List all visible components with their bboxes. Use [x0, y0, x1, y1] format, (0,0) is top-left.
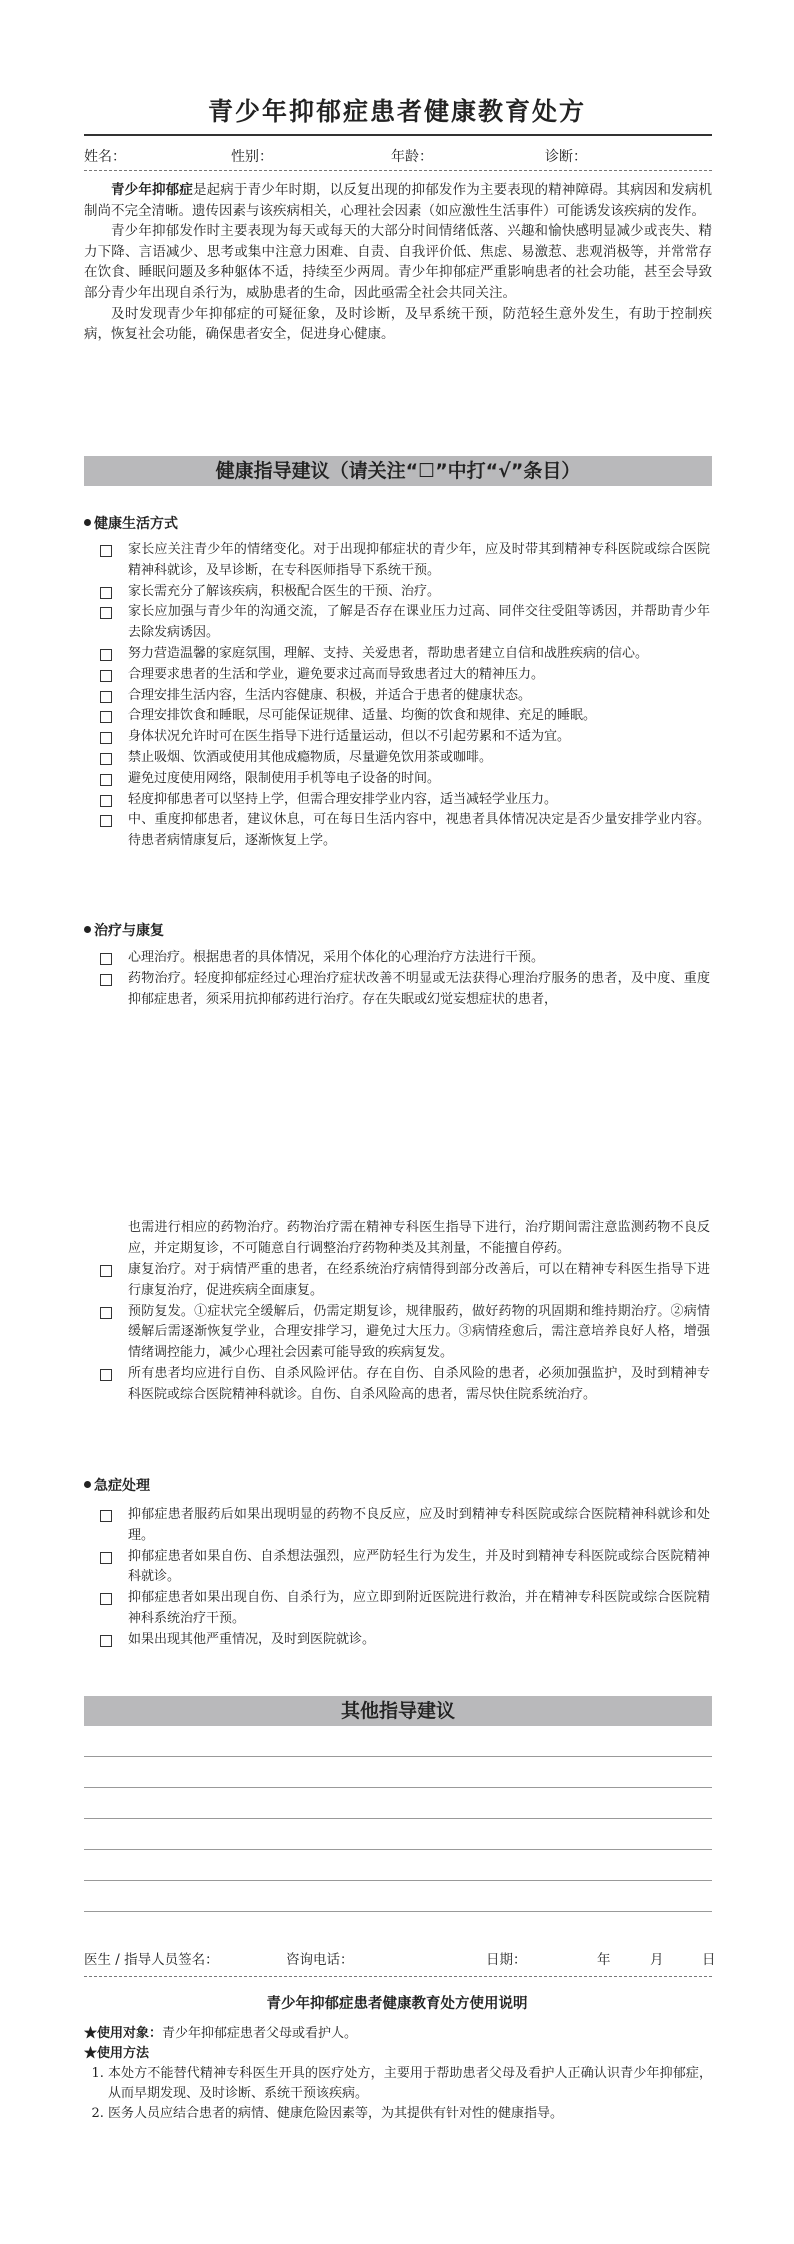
checkbox[interactable] [100, 795, 112, 807]
intro-paragraph: 青少年抑郁发作时主要表现为每天或每天的大部分时间情绪低落、兴趣和愉快感明显减少或丧失、精力下降、言语减少、思考或集中注意力困难、自责、自我评价低、焦虑、易激惹、悲观消极等，并常常存在饮食、睡眠问题及多种躯体不适，持续至少两周。青少年抑郁症严重影响患者的社会功能，甚至会导致部分青少年出现自杀行为，威胁患者的生命，因此亟需全社会共同关注。 [84, 223, 712, 301]
month-label: 月 [650, 1952, 664, 1968]
list-item[interactable]: 禁止吸烟、饮酒或使用其他成瘾物质，尽量避免饮用茶或咖啡。 [96, 748, 710, 769]
intro-p1: 是起病于青少年时期，以反复出现的抑郁发作为主要表现的精神障碍。其病因和发病机制尚不完全清晰。遗传因素与该疾病相关，心理社会因素（如应激性生活事件）可能诱发该疾病的发作。 [84, 182, 713, 219]
name-label: 姓名： [84, 149, 126, 165]
treatment-heading [84, 920, 164, 940]
checkbox[interactable] [100, 974, 112, 986]
checkbox[interactable] [100, 1593, 112, 1605]
checkbox[interactable] [100, 815, 112, 827]
checkbox[interactable] [100, 1635, 112, 1647]
list-item[interactable]: 药物治疗。轻度抑郁症经过心理治疗症状改善不明显或无法获得心理治疗服务的患者，及中度、重度抑郁症患者，须采用抗抑郁药进行治疗。存在失眠或幻觉妄想症状的患者， [96, 969, 710, 1011]
diagnosis-label: 诊断： [545, 149, 587, 165]
lifestyle-list [96, 540, 710, 852]
intro-paragraph [84, 180, 712, 221]
page-title: 青少年抑郁症患者健康教育处方 [207, 97, 586, 126]
list-item: 1. 本处方不能替代精神专科医生开具的医疗处方，主要用于帮助患者父母及看护人正确认识青少年抑郁症，从而早期发现、及时诊断、系统干预该疾病。 [108, 2064, 712, 2104]
emergency-heading [84, 1475, 150, 1495]
list-item[interactable]: 中、重度抑郁患者，建议休息，可在每日生活内容中，视患者具体情况决定是否少量安排学业内容。待患者病情康复后，逐渐恢复上学。 [96, 810, 710, 852]
checkbox[interactable] [100, 1510, 112, 1522]
usage-title: 青少年抑郁症患者健康教育处方使用说明 [266, 1995, 528, 2012]
list-item[interactable]: 如果出现其他严重情况，及时到医院就诊。 [96, 1630, 710, 1651]
list-item[interactable]: 轻度抑郁患者可以坚持上学，但需合理安排学业内容，适当减轻学业压力。 [96, 790, 710, 811]
checkbox[interactable] [100, 1307, 112, 1319]
list-item: 2. 医务人员应结合患者的病情、健康危险因素等，为其提供有针对性的健康指导。 [108, 2104, 712, 2124]
list-item[interactable]: 努力营造温馨的家庭氛围，理解、支持、关爱患者，帮助患者建立自信和战胜疾病的信心。 [96, 644, 710, 665]
day-label: 日 [702, 1952, 716, 1968]
checkbox[interactable] [100, 774, 112, 786]
list-item[interactable]: 抑郁症患者如果自伤、自杀想法强烈，应严防轻生行为发生，并及时到精神专科医院或综合医院精神科就诊。 [96, 1547, 710, 1589]
treatment-heading-text: 治疗与康复 [94, 923, 164, 939]
checkbox[interactable] [100, 545, 112, 557]
checkbox[interactable] [100, 732, 112, 744]
usage-method-label: ★使用方法 [84, 2046, 150, 2061]
list-item[interactable]: 家长应关注青少年的情绪变化。对于出现抑郁症状的青少年，应及时带其到精神专科医院或综合医院精神科就诊，及早诊断，在专科医师指导下系统干预。 [96, 540, 710, 582]
bullet-dot [84, 1481, 91, 1488]
checkbox[interactable] [100, 670, 112, 682]
writing-line[interactable] [84, 1849, 712, 1850]
usage-target-value: 青少年抑郁症患者父母或看护人。 [162, 2026, 358, 2041]
bullet-dot [84, 519, 91, 526]
checkbox[interactable] [100, 1265, 112, 1277]
other-guidance-banner: 其他指导建议 [84, 1696, 712, 1726]
title-rule [84, 134, 712, 136]
list-item[interactable]: 预防复发。①症状完全缓解后，仍需定期复诊，规律服药，做好药物的巩固期和维持期治疗。②病情缓解后需逐渐恢复学业，合理安排学习，避免过大压力。③病情痊愈后，需注意培养良好人格，增强情绪调控能力，减少心理社会因素可能导致的疾病复发。 [96, 1302, 710, 1364]
patient-info-row [84, 146, 712, 170]
checkbox[interactable] [100, 587, 112, 599]
emergency-heading-text: 急症处理 [94, 1478, 150, 1494]
checkbox[interactable] [100, 1369, 112, 1381]
checkbox[interactable] [100, 953, 112, 965]
checkbox[interactable] [100, 607, 112, 619]
doctor-signature-label: 医生 / 指导人员签名： [84, 1952, 219, 1968]
intro-lead: 青少年抑郁症 [111, 182, 193, 198]
usage-target-label: ★使用对象： [84, 2026, 163, 2041]
list-item[interactable]: 家长应加强与青少年的沟通交流，了解是否存在课业压力过高、同伴交往受阻等诱因，并帮助青少年去除发病诱因。 [96, 602, 710, 644]
year-label: 年 [597, 1952, 611, 1968]
intro-paragraph: 及时发现青少年抑郁症的可疑征象，及时诊断，及早系统干预，防范轻生意外发生，有助于控制疾病，恢复社会功能，确保患者安全，促进身心健康。 [84, 305, 712, 343]
checkbox[interactable] [100, 1552, 112, 1564]
treatment-list-b [96, 1260, 710, 1406]
treatment-list-a [96, 948, 710, 1010]
date-label: 日期： [486, 1952, 527, 1968]
usage-method-list [84, 2064, 712, 2124]
list-item[interactable]: 合理安排生活内容，生活内容健康、积极，并适合于患者的健康状态。 [96, 686, 710, 707]
usage-target [84, 2024, 712, 2044]
intro-text [84, 180, 712, 345]
writing-line[interactable] [84, 1787, 712, 1788]
writing-line[interactable] [84, 1818, 712, 1819]
checkbox[interactable] [100, 711, 112, 723]
list-item[interactable]: 身体状况允许时可在医生指导下进行适量运动，但以不引起劳累和不适为宜。 [96, 727, 710, 748]
checkbox[interactable] [100, 753, 112, 765]
list-item[interactable]: 所有患者均应进行自伤、自杀风险评估。存在自伤、自杀风险的患者，必须加强监护，及时到精神专科医院或综合医院精神科就诊。自伤、自杀风险高的患者，需尽快住院系统治疗。 [96, 1364, 710, 1406]
bullet-dot [84, 926, 91, 933]
medication-continuation: 也需进行相应的药物治疗。药物治疗需在精神专科医生指导下进行，治疗期间需注意监测药物不良反应，并定期复诊，不可随意自行调整治疗药物种类及其剂量，不能擅自停药。 [128, 1220, 710, 1256]
list-item[interactable]: 家长需充分了解该疾病，积极配合医生的干预、治疗。 [96, 582, 710, 603]
writing-line[interactable] [84, 1880, 712, 1881]
list-item[interactable]: 合理安排饮食和睡眠，尽可能保证规律、适量、均衡的饮食和规律、充足的睡眠。 [96, 706, 710, 727]
writing-line[interactable] [84, 1756, 712, 1757]
checkbox[interactable] [100, 691, 112, 703]
info-rule [84, 170, 712, 171]
list-item[interactable]: 合理要求患者的生活和学业，避免要求过高而导致患者过大的精神压力。 [96, 665, 710, 686]
phone-label: 咨询电话： [286, 1952, 354, 1968]
lifestyle-heading [84, 513, 178, 533]
age-label: 年龄： [391, 149, 433, 165]
emergency-list [96, 1505, 710, 1651]
usage-section [84, 2024, 712, 2124]
lifestyle-heading-text: 健康生活方式 [94, 516, 178, 532]
list-item[interactable]: 康复治疗。对于病情严重的患者，在经系统治疗病情得到部分改善后，可以在精神专科医生指导下进行康复治疗，促进疾病全面康复。 [96, 1260, 710, 1302]
list-item[interactable]: 抑郁症患者如果出现自伤、自杀行为，应立即到附近医院进行救治，并在精神专科医院或综合医院精神科系统治疗干预。 [96, 1588, 710, 1630]
gender-label: 性别： [231, 149, 273, 165]
list-item[interactable]: 心理治疗。根据患者的具体情况，采用个体化的心理治疗方法进行干预。 [96, 948, 710, 969]
writing-line[interactable] [84, 1911, 712, 1912]
list-item[interactable]: 抑郁症患者服药后如果出现明显的药物不良反应，应及时到精神专科医院或综合医院精神科就诊和处理。 [96, 1505, 710, 1547]
guidance-banner: 健康指导建议（请关注“☐”中打“√”条目） [84, 456, 712, 486]
list-item[interactable]: 避免过度使用网络，限制使用手机等电子设备的时间。 [96, 769, 710, 790]
signature-divider [84, 1976, 712, 1977]
checkbox[interactable] [100, 649, 112, 661]
